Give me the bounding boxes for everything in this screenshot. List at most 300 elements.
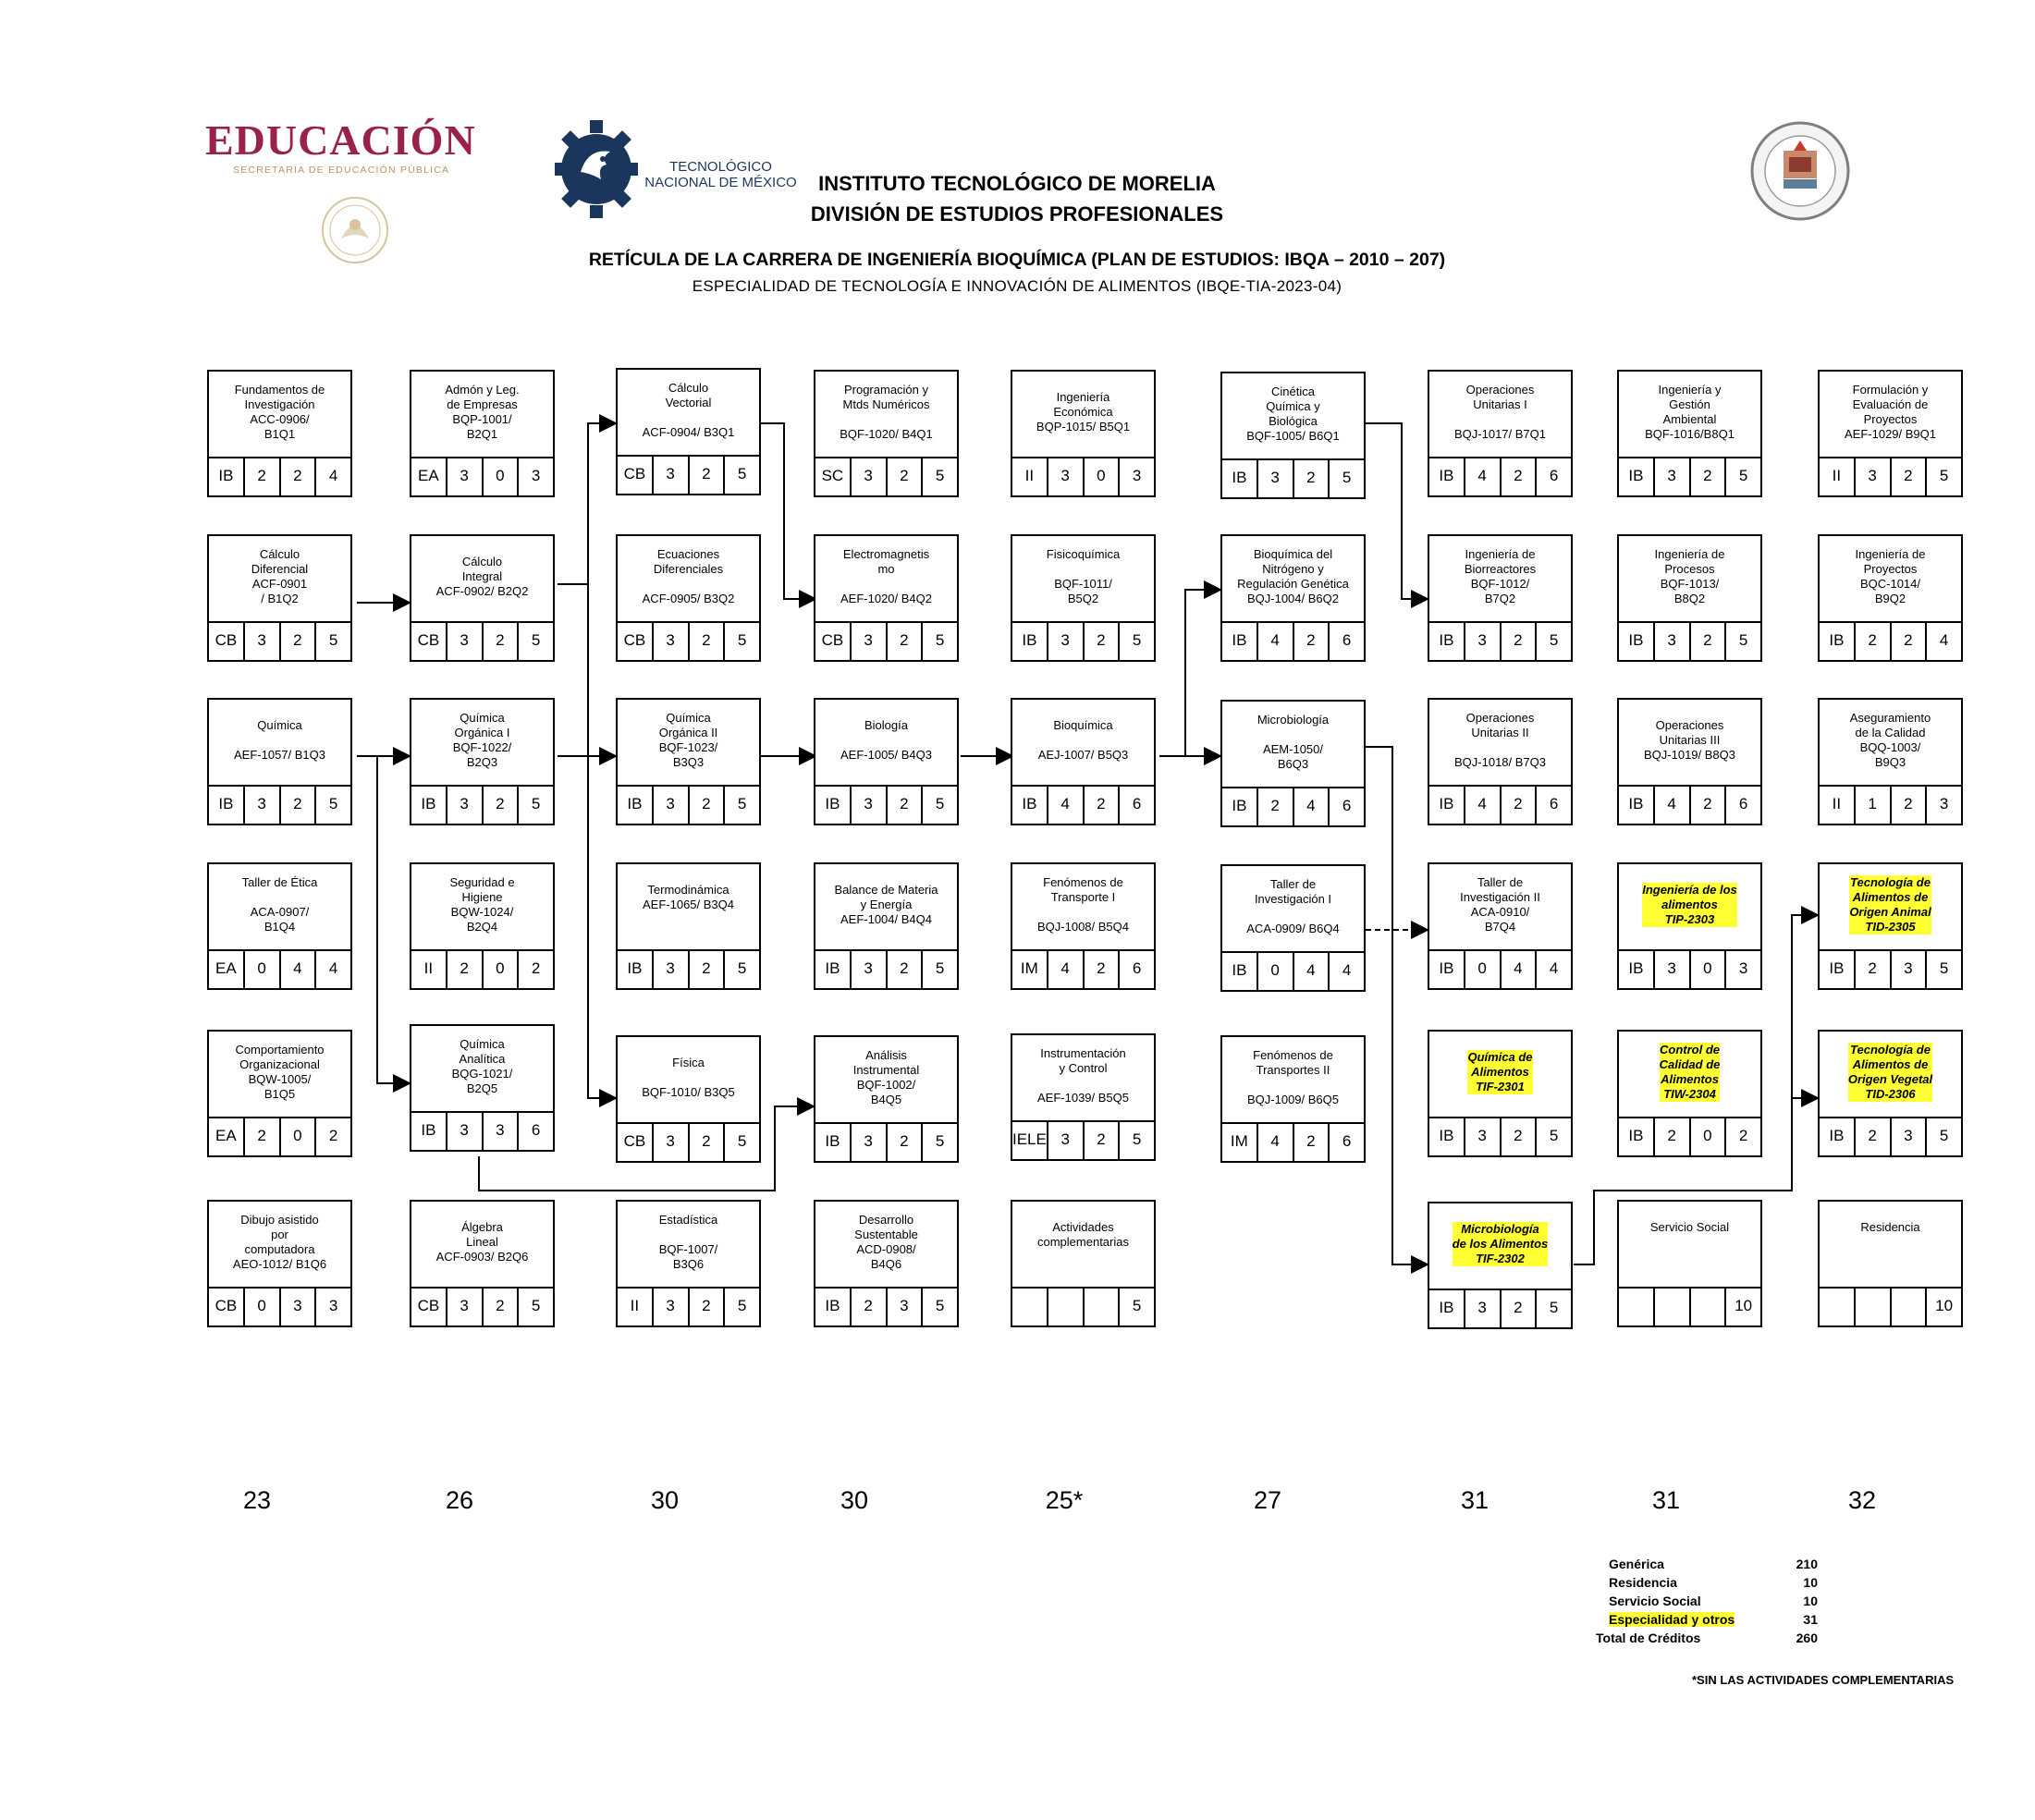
theory-hours-cell: 2: [1856, 1118, 1892, 1155]
credits-cell: 3: [531, 467, 541, 484]
practice-hours-cell: 2: [888, 787, 924, 824]
credit-cells: [618, 621, 759, 660]
credits-cell: 5: [1738, 631, 1748, 649]
course-name: Análisis Instrumental BQF-1002/ B4Q5: [852, 1048, 920, 1106]
credit-cells: [209, 949, 350, 988]
course-box-bqw1005: [207, 1030, 352, 1157]
course-box-bqf1013: [1617, 534, 1762, 662]
course-name: Fenómenos de Transporte I BQJ-1008/ B5Q4: [1037, 875, 1129, 934]
practice-hours-cell: 2: [1691, 458, 1727, 495]
credit-cells: [411, 1287, 553, 1325]
theory-hours-cell: 1: [1856, 787, 1892, 824]
credits-cell: 5: [1549, 631, 1559, 649]
practice-hours-cell: 2: [690, 1289, 726, 1325]
credit-cells: [1619, 949, 1760, 988]
credit-cells: [815, 785, 957, 824]
credits-cell: 6: [1132, 795, 1142, 812]
practice-hours-cell: 2: [281, 623, 317, 660]
course-box-bqj1019: [1617, 698, 1762, 825]
course-box-aef1005: [814, 698, 959, 825]
course-name: Ingeniería Económica BQP-1015/ B5Q1: [1036, 390, 1131, 434]
area-cell: IB: [1429, 787, 1465, 824]
credit-cells: [1820, 949, 1961, 988]
theory-hours-cell: 3: [447, 1113, 484, 1150]
credits-cell: 5: [1549, 1299, 1559, 1316]
area-cell: [1619, 1289, 1655, 1325]
course-box-aca0909: [1220, 864, 1366, 992]
theory-hours-cell: 4: [1465, 787, 1502, 824]
credits-cell: 5: [328, 631, 338, 649]
course-name: Química Orgánica I BQF-1022/ B2Q3: [452, 711, 512, 769]
practice-hours-cell: 2: [690, 951, 726, 988]
credits-cell: 5: [1939, 1127, 1949, 1144]
credits-cell: 4: [1939, 631, 1949, 649]
course-box-bqj1018: [1428, 698, 1573, 825]
credits-cell: 5: [935, 959, 945, 977]
theory-hours-cell: 3: [1048, 458, 1085, 495]
course-name: Ingeniería de Biorreactores BQF-1012/ B7Q2: [1464, 547, 1537, 605]
credits-cell: 6: [1342, 631, 1352, 649]
course-box-acf0901: [207, 534, 352, 662]
summary-row: [1596, 1575, 1818, 1594]
theory-hours-cell: 3: [852, 1124, 888, 1161]
course-box-acf0905: [616, 534, 761, 662]
practice-hours-cell: 4: [1502, 951, 1538, 988]
course-box-bqf1022: [410, 698, 555, 825]
arrow-integral-vectorial: [558, 423, 616, 584]
course-name-text: Ingeniería de los alimentos TIP-2303: [1642, 883, 1737, 926]
area-cell: IB: [1429, 1290, 1465, 1327]
credit-cells: [411, 949, 553, 988]
theory-hours-cell: 2: [1856, 623, 1892, 660]
area-cell: IB: [1222, 460, 1258, 497]
practice-hours-cell: 2: [888, 951, 924, 988]
credits-cell: 3: [1132, 467, 1142, 484]
specialty-title: ESPECIALIDAD DE TECNOLOGÍA E INNOVACIÓN DE ALIMENTOS (IBQE-TIA-2023-04): [692, 277, 1342, 295]
course-name: Álgebra Lineal ACF-0903/ B2Q6: [435, 1220, 529, 1264]
credit-cells: [411, 621, 553, 660]
credits-summary: [1596, 1557, 1818, 1649]
area-cell: CB: [618, 623, 654, 660]
theory-hours-cell: 3: [1465, 623, 1502, 660]
course-name: Química Analítica BQG-1021/ B2Q5: [451, 1037, 513, 1095]
credit-cells: [209, 1117, 350, 1155]
credits-cell: 6: [1549, 795, 1559, 812]
credits-cell: 3: [1939, 795, 1949, 812]
summary-label: Especialidad y otros: [1609, 1612, 1735, 1627]
credit-cells: [1429, 621, 1571, 660]
practice-hours-cell: 2: [1691, 787, 1727, 824]
area-cell: IB: [209, 458, 245, 495]
course-name-text: Tecnología de Alimentos de Origen Animal TID-2305: [1849, 875, 1931, 934]
course-box-aef1004: [814, 862, 959, 990]
credit-cells: [815, 1287, 957, 1325]
credit-cells: [618, 1287, 759, 1325]
theory-hours-cell: 3: [654, 787, 690, 824]
course-box-actcomp: [1011, 1200, 1156, 1327]
semester-credit-total: 26: [445, 1486, 474, 1514]
credit-cells: [618, 1122, 759, 1161]
credits-cell: 5: [1549, 1127, 1559, 1144]
course-box-bqc1014: [1818, 534, 1963, 662]
practice-hours-cell: 2: [1892, 458, 1928, 495]
credits-cell: 6: [531, 1121, 541, 1139]
course-name: Electromagnetis mo AEF-1020/ B4Q2: [840, 547, 932, 605]
credits-cell: 6: [1132, 959, 1142, 977]
course-name: Cálculo Vectorial ACF-0904/ B3Q1: [642, 381, 735, 439]
semester-credit-total: 23: [242, 1486, 272, 1514]
course-box-bqf1012: [1428, 534, 1573, 662]
course-box-acf0902: [410, 534, 555, 662]
course-name: Microbiología AEM-1050/ B6Q3: [1257, 713, 1330, 771]
theory-hours-cell: 2: [852, 1289, 888, 1325]
tecnm-line2: NACIONAL DE MÉXICO: [644, 175, 797, 190]
theory-hours-cell: 3: [245, 787, 281, 824]
credits-cell: 2: [531, 959, 541, 977]
theory-hours-cell: 3: [1465, 1290, 1502, 1327]
area-cell: CB: [618, 1124, 654, 1161]
area-cell: IB: [411, 1113, 447, 1150]
course-name: Seguridad e Higiene BQW-1024/ B2Q4: [449, 875, 515, 934]
credits-cell: 5: [1738, 467, 1748, 484]
course-box-residencia: [1818, 1200, 1963, 1327]
area-cell: IB: [1012, 787, 1048, 824]
credit-cells: [1429, 785, 1571, 824]
course-name: Actividades complementarias: [1037, 1220, 1129, 1249]
course-name: [1619, 1032, 1760, 1113]
practice-hours-cell: 3: [281, 1289, 317, 1325]
theory-hours-cell: 0: [245, 1289, 281, 1325]
credits-cell: 5: [1132, 631, 1142, 649]
semester-credit-total: 25*: [1045, 1486, 1084, 1514]
theory-hours-cell: 3: [654, 951, 690, 988]
practice-hours-cell: 2: [1294, 460, 1330, 497]
theory-hours-cell: 4: [1048, 787, 1085, 824]
theory-hours-cell: 0: [1258, 953, 1294, 990]
summary-value: 10: [1803, 1594, 1818, 1608]
course-box-bqj1004: [1220, 534, 1366, 662]
credit-cells: [209, 1287, 350, 1325]
course-name: Operaciones Unitarias II BQJ-1018/ B7Q3: [1454, 711, 1546, 769]
practice-hours-cell: 2: [1502, 787, 1538, 824]
institute-title: INSTITUTO TECNOLÓGICO DE MORELIA: [818, 172, 1216, 195]
course-name: Cinética Química y Biológica BQF-1005/ B6Q1: [1246, 385, 1340, 443]
practice-hours-cell: 3: [484, 1113, 520, 1150]
course-box-bqf1005: [1220, 372, 1366, 499]
credits-cell: 5: [737, 959, 747, 977]
course-box-acc0906: [207, 370, 352, 497]
theory-hours-cell: 0: [1465, 951, 1502, 988]
credit-cells: [815, 621, 957, 660]
practice-hours-cell: 2: [1502, 1118, 1538, 1155]
course-name: Instrumentación y Control AEF-1039/ B5Q5: [1037, 1046, 1129, 1105]
course-name: Física BQF-1010/ B3Q5: [642, 1056, 735, 1099]
credits-cell: 3: [328, 1297, 338, 1314]
course-name: Aseguramiento de la Calidad BQQ-1003/ B9Q3: [1849, 711, 1931, 769]
practice-hours-cell: 2: [1502, 623, 1538, 660]
course-name: Dibujo asistido por computadora AEO-1012/ B1Q6: [232, 1213, 327, 1271]
area-cell: IB: [815, 1289, 852, 1325]
theory-hours-cell: [1048, 1289, 1085, 1325]
sep-subtitle: SECRETARÍA DE EDUCACIÓN PÚBLICA: [233, 165, 450, 176]
credits-cell: 5: [737, 1297, 747, 1314]
theory-hours-cell: 2: [447, 951, 484, 988]
practice-hours-cell: 2: [888, 623, 924, 660]
credit-cells: [1619, 621, 1760, 660]
practice-hours-cell: [1085, 1289, 1121, 1325]
course-name: Operaciones Unitarias I BQJ-1017/ B7Q1: [1454, 383, 1546, 441]
theory-hours-cell: 3: [1655, 951, 1691, 988]
credit-cells: [209, 785, 350, 824]
area-cell: IB: [1619, 623, 1655, 660]
semester-credit-total: 30: [650, 1486, 680, 1514]
course-box-aem1050: [1220, 700, 1366, 827]
course-name: Cálculo Integral ACF-0902/ B2Q2: [435, 555, 529, 598]
practice-hours-cell: 2: [888, 1124, 924, 1161]
area-cell: CB: [411, 1289, 447, 1325]
area-cell: IB: [1012, 623, 1048, 660]
course-box-bqf1007: [616, 1200, 761, 1327]
practice-hours-cell: 2: [484, 623, 520, 660]
area-cell: IB: [1222, 788, 1258, 825]
course-box-tid2306: [1818, 1030, 1963, 1157]
credit-cells: [1429, 949, 1571, 988]
practice-hours-cell: 0: [1691, 1118, 1727, 1155]
theory-hours-cell: 3: [852, 951, 888, 988]
credits-cell: 5: [935, 795, 945, 812]
area-cell: IB: [411, 787, 447, 824]
area-cell: IB: [1820, 623, 1856, 660]
area-cell: IB: [815, 1124, 852, 1161]
practice-hours-cell: 2: [1502, 1290, 1538, 1327]
credit-cells: [1820, 621, 1961, 660]
course-name: Termodinámica AEF-1065/ B3Q4: [643, 883, 734, 911]
footnote: *SIN LAS ACTIVIDADES COMPLEMENTARIAS: [1692, 1673, 1955, 1687]
theory-hours-cell: 4: [1465, 458, 1502, 495]
practice-hours-cell: 2: [1892, 623, 1928, 660]
course-box-acd0908: [814, 1200, 959, 1327]
area-cell: EA: [209, 951, 245, 988]
credits-cell: 5: [1939, 467, 1949, 484]
credits-cell: 10: [1935, 1297, 1954, 1314]
theory-hours-cell: 3: [654, 623, 690, 660]
course-name: Taller de Ética ACA-0907/ B1Q4: [241, 875, 318, 934]
practice-hours-cell: 2: [1294, 623, 1330, 660]
area-cell: IB: [1619, 787, 1655, 824]
course-box-bqf1002: [814, 1035, 959, 1163]
area-cell: SC: [815, 458, 852, 495]
course-name: Taller de Investigación II ACA-0910/ B7Q4: [1460, 875, 1540, 934]
credit-cells: [209, 621, 350, 660]
semester-credit-total: 32: [1847, 1486, 1877, 1514]
theory-hours-cell: 3: [447, 787, 484, 824]
theory-hours-cell: [1655, 1289, 1691, 1325]
course-box-bqf1020: [814, 370, 959, 497]
credit-cells: [1222, 951, 1364, 990]
practice-hours-cell: 2: [690, 457, 726, 494]
course-name: [1820, 864, 1961, 946]
credit-cells: [618, 455, 759, 494]
credits-cell: 5: [1939, 959, 1949, 977]
course-name: Residencia: [1860, 1220, 1920, 1234]
course-name: Formulación y Evaluación de Proyectos AEF-1029/ B9Q1: [1845, 383, 1936, 441]
course-name: Estadística BQF-1007/ B3Q6: [658, 1213, 718, 1271]
course-box-bqf1023: [616, 698, 761, 825]
area-cell: IB: [1619, 951, 1655, 988]
course-box-tif2301: [1428, 1030, 1573, 1157]
area-cell: IB: [1429, 1118, 1465, 1155]
theory-hours-cell: 3: [447, 1289, 484, 1325]
arrow-microbiologia-alimentos: [1366, 747, 1428, 1264]
credits-cell: 5: [531, 631, 541, 649]
course-box-bqf1010: [616, 1035, 761, 1163]
summary-row: [1596, 1631, 1818, 1649]
credits-cell: 6: [1342, 1132, 1352, 1150]
division-title: DIVISIÓN DE ESTUDIOS PROFESIONALES: [810, 202, 1224, 226]
theory-hours-cell: 3: [1856, 458, 1892, 495]
practice-hours-cell: 0: [281, 1118, 317, 1155]
credit-cells: [1619, 457, 1760, 495]
course-name: Fenómenos de Transportes II BQJ-1009/ B6Q5: [1247, 1048, 1339, 1106]
area-cell: [1012, 1289, 1048, 1325]
area-cell: CB: [815, 623, 852, 660]
credits-cell: 5: [1132, 1297, 1142, 1314]
credit-cells: [1619, 785, 1760, 824]
practice-hours-cell: 2: [690, 787, 726, 824]
course-name-text: Control de Calidad de Alimentos TIW-2304: [1659, 1043, 1721, 1101]
course-name: Fisicoquímica BQF-1011/ B5Q2: [1046, 547, 1121, 605]
theory-hours-cell: 3: [1655, 458, 1691, 495]
course-name: Ecuaciones Diferenciales ACF-0905/ B3Q2: [642, 547, 735, 605]
summary-value: 210: [1796, 1557, 1818, 1571]
area-cell: CB: [618, 457, 654, 494]
area-cell: CB: [209, 623, 245, 660]
arrow-bioquimica-nitrogeno: [1185, 590, 1220, 756]
summary-label: Servicio Social: [1609, 1594, 1701, 1608]
theory-hours-cell: 3: [654, 1289, 690, 1325]
area-cell: IM: [1222, 1124, 1258, 1161]
practice-hours-cell: 0: [484, 458, 520, 495]
practice-hours-cell: 3: [1892, 1118, 1928, 1155]
course-box-tiw2304: [1617, 1030, 1762, 1157]
theory-hours-cell: 2: [1258, 788, 1294, 825]
credits-cell: 4: [1549, 959, 1559, 977]
theory-hours-cell: 4: [1655, 787, 1691, 824]
course-name-text: Microbiología de los Alimentos TIF-2302: [1452, 1222, 1549, 1265]
area-cell: II: [1012, 458, 1048, 495]
practice-hours-cell: 2: [484, 787, 520, 824]
course-name: Fundamentos de Investigación ACC-0906/ B1Q1: [234, 383, 325, 441]
credit-cells: [815, 1122, 957, 1161]
area-cell: II: [1820, 787, 1856, 824]
practice-hours-cell: 2: [1892, 787, 1928, 824]
area-cell: IB: [1429, 458, 1465, 495]
credits-cell: 6: [1549, 467, 1559, 484]
theory-hours-cell: 3: [1048, 623, 1085, 660]
credits-cell: 5: [1342, 469, 1352, 486]
area-cell: IB: [1222, 953, 1258, 990]
credits-cell: 6: [1738, 795, 1748, 812]
credits-cell: 6: [1342, 797, 1352, 814]
theory-hours-cell: 3: [852, 623, 888, 660]
credits-cell: 3: [1738, 959, 1748, 977]
area-cell: II: [618, 1289, 654, 1325]
practice-hours-cell: [1892, 1289, 1928, 1325]
theory-hours-cell: [1856, 1289, 1892, 1325]
course-box-aej1007: [1011, 698, 1156, 825]
course-name: Química Orgánica II BQF-1023/ B3Q3: [658, 711, 718, 769]
summary-value: 31: [1803, 1612, 1818, 1627]
credit-cells: [815, 949, 957, 988]
course-box-aef1039: [1011, 1033, 1156, 1161]
credit-cells: [1619, 1117, 1760, 1155]
theory-hours-cell: 2: [245, 458, 281, 495]
area-cell: IB: [1429, 951, 1465, 988]
course-box-acf0904: [616, 368, 761, 495]
credit-cells: [1429, 1289, 1571, 1327]
credit-cells: [1222, 621, 1364, 660]
credits-cell: 5: [935, 1297, 945, 1314]
course-box-aef1029: [1818, 370, 1963, 497]
credits-cell: 4: [328, 959, 338, 977]
course-name: [1619, 864, 1760, 946]
area-cell: IELE: [1012, 1122, 1048, 1159]
course-box-acf0903: [410, 1200, 555, 1327]
course-name: Ingeniería de Procesos BQF-1013/ B8Q2: [1654, 547, 1725, 605]
course-name: Bioquímica del Nitrógeno y Regulación Genética BQJ-1004/ B6Q2: [1237, 547, 1349, 605]
course-name-text: Tecnología de Alimentos de Origen Vegetal TID-2306: [1847, 1043, 1933, 1101]
credits-cell: 5: [935, 1132, 945, 1150]
credit-cells: [411, 1111, 553, 1150]
course-name: Bioquímica AEJ-1007/ B5Q3: [1037, 718, 1129, 762]
theory-hours-cell: 3: [654, 457, 690, 494]
course-box-bqp1001: [410, 370, 555, 497]
theory-hours-cell: 3: [852, 787, 888, 824]
practice-hours-cell: 2: [1294, 1124, 1330, 1161]
theory-hours-cell: 3: [1258, 460, 1294, 497]
course-box-bqj1017: [1428, 370, 1573, 497]
credit-cells: [1012, 949, 1154, 988]
area-cell: IB: [1222, 623, 1258, 660]
summary-row: [1596, 1612, 1818, 1631]
credit-cells: [618, 785, 759, 824]
credit-cells: [411, 457, 553, 495]
credits-cell: 5: [737, 465, 747, 482]
practice-hours-cell: 2: [1085, 787, 1121, 824]
practice-hours-cell: 2: [888, 458, 924, 495]
area-cell: CB: [411, 623, 447, 660]
practice-hours-cell: 2: [1085, 1122, 1121, 1159]
summary-label: Total de Créditos: [1596, 1631, 1701, 1645]
practice-hours-cell: 2: [281, 787, 317, 824]
credit-cells: [618, 949, 759, 988]
credits-cell: 2: [328, 1127, 338, 1144]
course-box-tip2303: [1617, 862, 1762, 990]
practice-hours-cell: 2: [690, 623, 726, 660]
semester-credit-total: 31: [1651, 1486, 1681, 1514]
credits-cell: 5: [531, 1297, 541, 1314]
course-box-bqj1009: [1220, 1035, 1366, 1163]
course-box-aeo1012: [207, 1200, 352, 1327]
area-cell: [1820, 1289, 1856, 1325]
area-cell: IB: [1619, 1118, 1655, 1155]
course-box-bqp1015: [1011, 370, 1156, 497]
course-name: Servicio Social: [1649, 1220, 1730, 1234]
course-name: Ingeniería de Proyectos BQC-1014/ B9Q2: [1855, 547, 1926, 605]
practice-hours-cell: 3: [888, 1289, 924, 1325]
area-cell: CB: [209, 1289, 245, 1325]
practice-hours-cell: 2: [1085, 623, 1121, 660]
